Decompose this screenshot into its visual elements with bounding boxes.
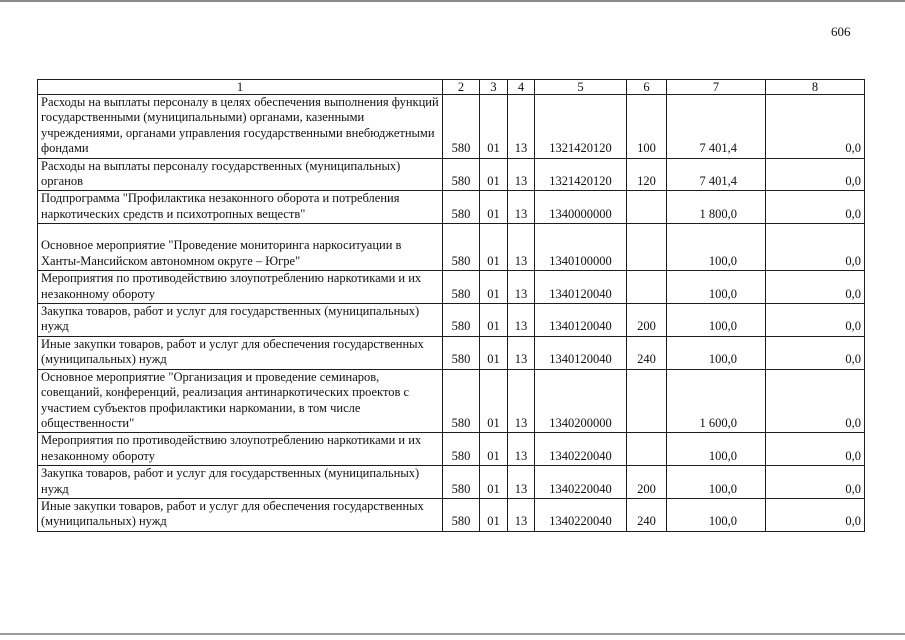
column-header: 5	[535, 80, 627, 95]
row-name-cell: Подпрограмма "Профилактика незаконного оборота и потребления наркотических средств и психотропных веществ"	[38, 191, 443, 224]
row-name-cell: Мероприятия по противодействию злоупотреблению наркотиками и их незаконному обороту	[38, 433, 443, 466]
row-subsection-cell: 13	[508, 433, 535, 466]
table-row	[38, 271, 865, 304]
row-code-cell: 580	[443, 158, 480, 191]
row-code-cell: 580	[443, 95, 480, 159]
row-type-cell	[627, 224, 667, 271]
row-type-cell: 240	[627, 336, 667, 369]
row-target-cell: 1340220040	[535, 433, 627, 466]
row-section-cell: 01	[480, 466, 508, 499]
row-amount-cell: 100,0	[667, 433, 766, 466]
row-type-cell: 100	[627, 95, 667, 159]
row-target-cell: 1340120040	[535, 336, 627, 369]
row-subsection-cell: 13	[508, 224, 535, 271]
column-header: 3	[480, 80, 508, 95]
row-amount-cell: 100,0	[667, 304, 766, 337]
row-type-cell: 200	[627, 304, 667, 337]
row-name-cell: Основное мероприятие "Организация и проведение семинаров, совещаний, конференций, реализация антинаркотических проектов с участием субъектов профилактики наркомании, в том числе общественности"	[38, 369, 443, 433]
row-name-cell: Иные закупки товаров, работ и услуг для обеспечения государственных (муниципальных) нужд	[38, 336, 443, 369]
column-header: 8	[766, 80, 865, 95]
row-subsection-cell: 13	[508, 191, 535, 224]
table-row	[38, 191, 865, 224]
row-subsection-cell: 13	[508, 158, 535, 191]
row-name-cell: Расходы на выплаты персоналу в целях обеспечения выполнения функций государственными (муниципальными) органами, казенными учреждениями, органами управления государственными внебюджетными фондами	[38, 95, 443, 159]
row-target-cell: 1340120040	[535, 271, 627, 304]
column-header: 4	[508, 80, 535, 95]
row-code-cell: 580	[443, 271, 480, 304]
row-amount-cell: 100,0	[667, 224, 766, 271]
column-header: 2	[443, 80, 480, 95]
row-target-cell: 1321420120	[535, 158, 627, 191]
row-name-cell: Мероприятия по противодействию злоупотреблению наркотиками и их незаконному обороту	[38, 271, 443, 304]
row-amount2-cell: 0,0	[766, 224, 865, 271]
row-amount-cell: 100,0	[667, 271, 766, 304]
row-amount-cell: 100,0	[667, 336, 766, 369]
page-number: 606	[831, 24, 851, 39]
row-subsection-cell: 13	[508, 498, 535, 531]
row-code-cell: 580	[443, 433, 480, 466]
row-name-cell: Основное мероприятие "Проведение мониторинга наркоситуации в Ханты-Мансийском автономном округе – Югре"	[38, 224, 443, 271]
row-code-cell: 580	[443, 369, 480, 433]
row-subsection-cell: 13	[508, 304, 535, 337]
scan-top-edge	[0, 0, 905, 2]
row-type-cell	[627, 433, 667, 466]
table-row	[38, 304, 865, 337]
table-row	[38, 369, 865, 433]
table-body	[38, 95, 865, 532]
row-section-cell: 01	[480, 271, 508, 304]
row-amount2-cell: 0,0	[766, 498, 865, 531]
row-target-cell: 1340000000	[535, 191, 627, 224]
row-code-cell: 580	[443, 336, 480, 369]
row-code-cell: 580	[443, 466, 480, 499]
row-name-cell: Закупка товаров, работ и услуг для государственных (муниципальных) нужд	[38, 466, 443, 499]
row-section-cell: 01	[480, 95, 508, 159]
column-header: 7	[667, 80, 766, 95]
row-amount2-cell: 0,0	[766, 158, 865, 191]
row-amount-cell: 1 800,0	[667, 191, 766, 224]
row-target-cell: 1321420120	[535, 95, 627, 159]
row-amount-cell: 7 401,4	[667, 158, 766, 191]
scan-bottom-edge	[0, 633, 905, 635]
row-section-cell: 01	[480, 158, 508, 191]
row-amount2-cell: 0,0	[766, 369, 865, 433]
row-section-cell: 01	[480, 336, 508, 369]
table-header-row	[38, 80, 865, 95]
row-amount-cell: 7 401,4	[667, 95, 766, 159]
row-subsection-cell: 13	[508, 95, 535, 159]
row-subsection-cell: 13	[508, 336, 535, 369]
row-section-cell: 01	[480, 191, 508, 224]
row-code-cell: 580	[443, 304, 480, 337]
row-amount2-cell: 0,0	[766, 304, 865, 337]
row-amount2-cell: 0,0	[766, 336, 865, 369]
row-target-cell: 1340120040	[535, 304, 627, 337]
table-row	[38, 433, 865, 466]
row-amount2-cell: 0,0	[766, 191, 865, 224]
row-amount-cell: 100,0	[667, 466, 766, 499]
row-name-cell: Иные закупки товаров, работ и услуг для обеспечения государственных (муниципальных) нужд	[38, 498, 443, 531]
row-code-cell: 580	[443, 191, 480, 224]
row-amount2-cell: 0,0	[766, 95, 865, 159]
row-amount-cell: 1 600,0	[667, 369, 766, 433]
row-type-cell	[627, 369, 667, 433]
row-amount-cell: 100,0	[667, 498, 766, 531]
row-name-cell: Расходы на выплаты персоналу государственных (муниципальных) органов	[38, 158, 443, 191]
row-code-cell: 580	[443, 498, 480, 531]
row-type-cell: 240	[627, 498, 667, 531]
row-amount2-cell: 0,0	[766, 466, 865, 499]
row-target-cell: 1340200000	[535, 369, 627, 433]
row-type-cell	[627, 271, 667, 304]
row-type-cell	[627, 191, 667, 224]
row-section-cell: 01	[480, 369, 508, 433]
row-section-cell: 01	[480, 304, 508, 337]
column-header: 6	[627, 80, 667, 95]
row-amount2-cell: 0,0	[766, 433, 865, 466]
row-subsection-cell: 13	[508, 271, 535, 304]
table-row	[38, 336, 865, 369]
table-row	[38, 498, 865, 531]
row-code-cell: 580	[443, 224, 480, 271]
row-section-cell: 01	[480, 224, 508, 271]
table-row	[38, 95, 865, 159]
row-name-cell: Закупка товаров, работ и услуг для государственных (муниципальных) нужд	[38, 304, 443, 337]
row-target-cell: 1340100000	[535, 224, 627, 271]
row-amount2-cell: 0,0	[766, 271, 865, 304]
budget-table	[37, 79, 865, 532]
row-subsection-cell: 13	[508, 466, 535, 499]
table-row	[38, 158, 865, 191]
row-target-cell: 1340220040	[535, 466, 627, 499]
row-type-cell: 120	[627, 158, 667, 191]
row-section-cell: 01	[480, 433, 508, 466]
table-row	[38, 224, 865, 271]
row-subsection-cell: 13	[508, 369, 535, 433]
table-row	[38, 466, 865, 499]
column-header: 1	[38, 80, 443, 95]
row-section-cell: 01	[480, 498, 508, 531]
row-target-cell: 1340220040	[535, 498, 627, 531]
row-type-cell: 200	[627, 466, 667, 499]
